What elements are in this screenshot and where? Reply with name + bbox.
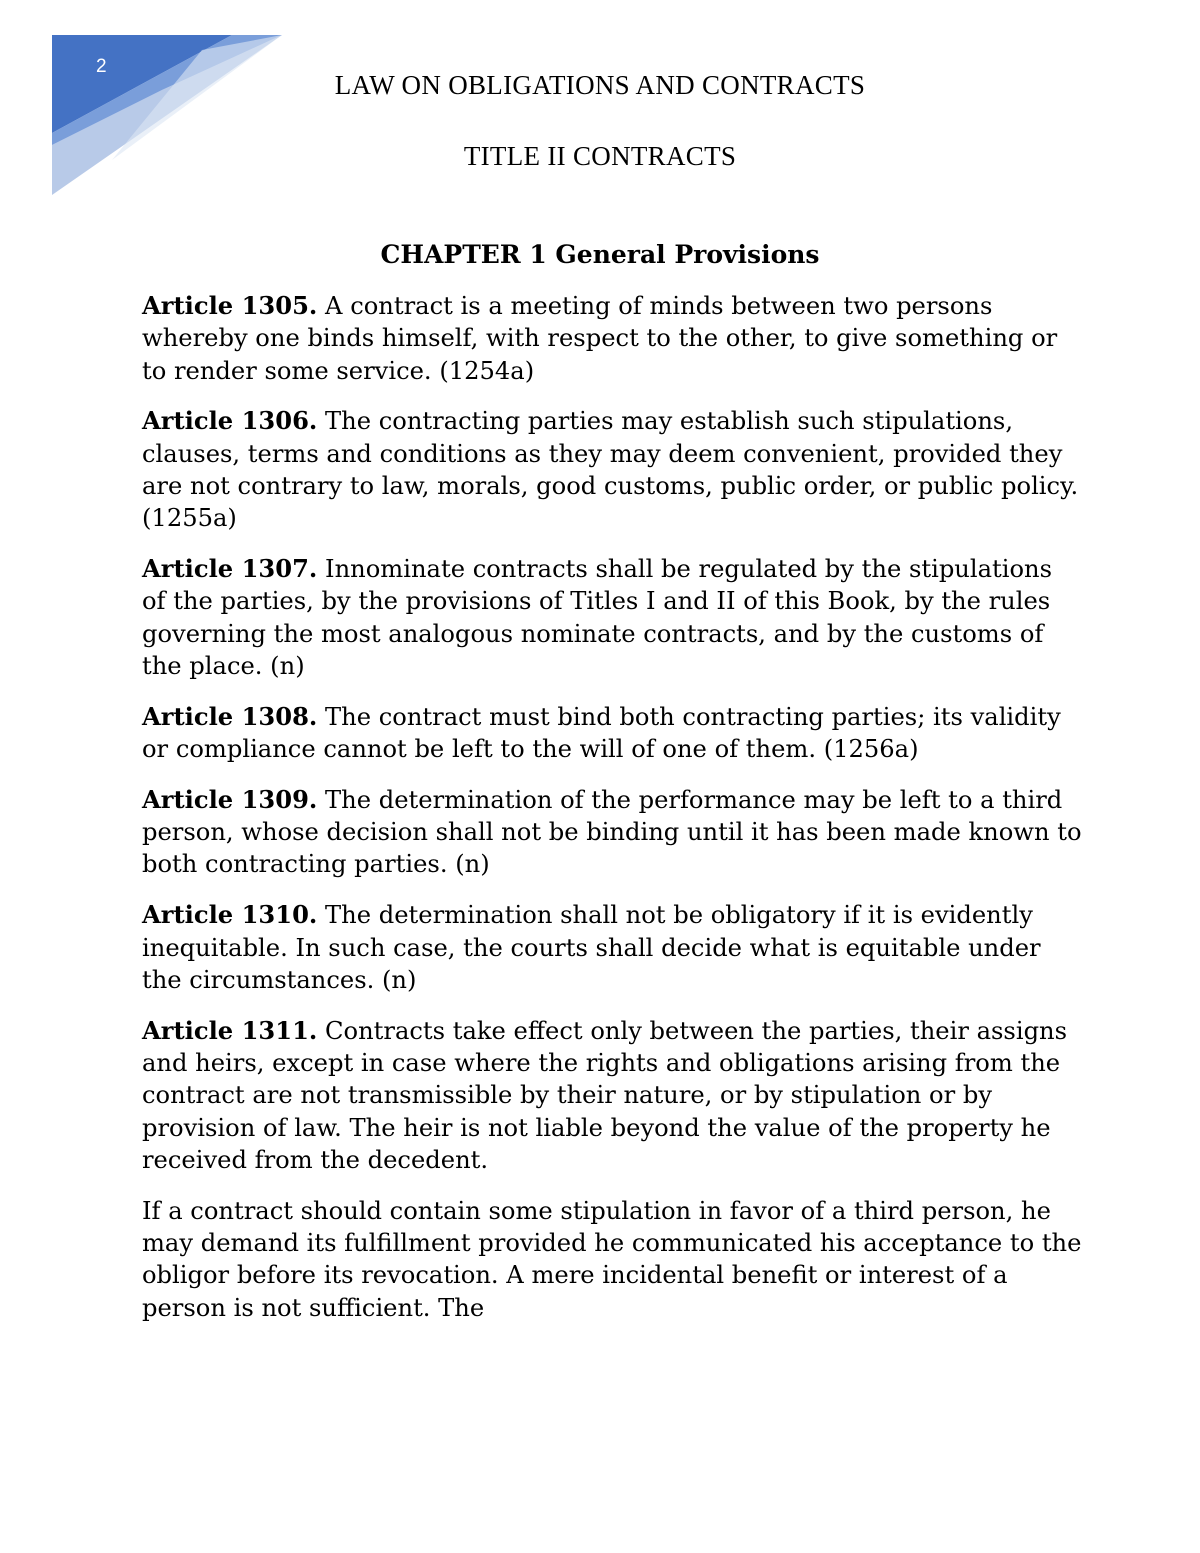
article-paragraph <box>142 553 1082 682</box>
article-paragraph <box>142 899 1082 996</box>
article-label: Article 1309. <box>142 784 318 814</box>
article-text: The determination of the performance may be left to a third person, whose decision shall not be binding until it has been made known to both contracting parties. (n) <box>142 785 1082 879</box>
article-label: Article 1310. <box>142 900 318 930</box>
article-label: Article 1308. <box>142 701 318 731</box>
document-body <box>142 290 1082 1342</box>
article-text: Contracts take effect only between the parties, their assigns and heirs, except in case where the rights and obligations arising from the contract are not transmissible by their nature, or by stipulation or by provision of law. The heir is not liable beyond the value of the property he received from the decedent. <box>142 1016 1068 1174</box>
article-paragraph <box>142 1015 1082 1176</box>
article-text: The contracting parties may establish such stipulations, clauses, terms and conditions as they may deem convenient, provided they are not contrary to law, morals, good customs, public order, or public policy. (1255a) <box>142 407 1079 533</box>
article-label: Article 1311. <box>142 1015 318 1045</box>
document-title: LAW ON OBLIGATIONS AND CONTRACTS <box>334 70 866 100</box>
chapter-heading: CHAPTER 1 General Provisions <box>380 240 820 269</box>
continuation-paragraph: If a contract should contain some stipulation in favor of a third person, he may demand its fulfillment provided he communicated his acceptance to the obligor before its revocation. A mere incidental benefit or interest of a person is not sufficient. The <box>142 1196 1082 1322</box>
article-label: Article 1306. <box>142 406 318 436</box>
article-paragraph <box>142 784 1082 881</box>
article-paragraph <box>142 405 1082 534</box>
article-text: Innominate contracts shall be regulated by the stipulations of the parties, by the provisions of Titles I and II of this Book, by the rules governing the most analogous nominate contracts, and by the customs of the place. (n) <box>142 555 1053 680</box>
page-number: 2 <box>96 56 107 77</box>
article-label: Article 1307. <box>142 554 318 584</box>
article-text: The contract must bind both contracting parties; its validity or compliance cannot be left to the will of one of them. (1256a) <box>142 702 1061 764</box>
article-paragraph <box>142 290 1082 387</box>
article-text: A contract is a meeting of minds between two persons whereby one binds himself, with respect to the other, to give something or to render some service. (1254a) <box>142 292 1058 385</box>
document-subtitle: TITLE II CONTRACTS <box>463 141 737 171</box>
article-text: The determination shall not be obligatory if it is evidently inequitable. In such case, the courts shall decide what is equitable under the circumstances. (n) <box>142 901 1041 994</box>
article-paragraph <box>142 701 1082 766</box>
article-label: Article 1305. <box>142 291 318 320</box>
